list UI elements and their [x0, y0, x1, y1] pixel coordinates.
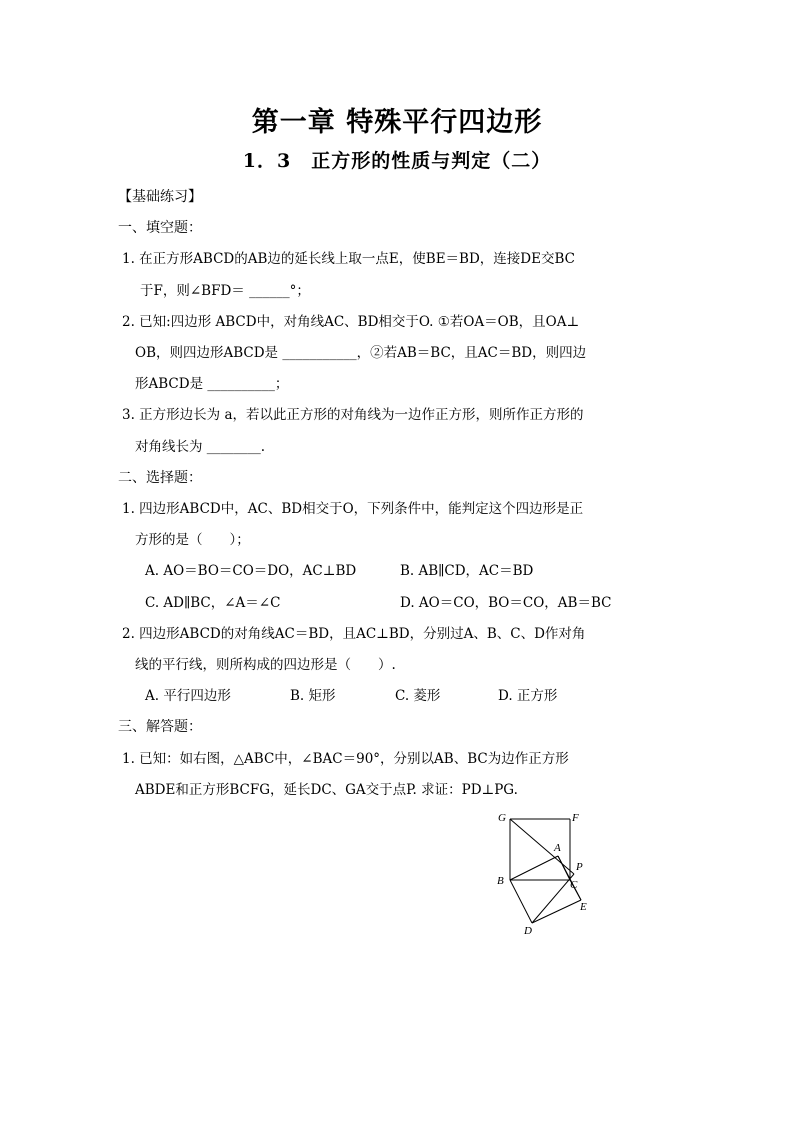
basic-practice-heading: 【基础练习】	[118, 189, 202, 205]
choice-q2-line1: 2. 四边形ABCD的对角线AC＝BD，且AC⊥BD，分别过A、B、C、D作对角	[122, 626, 586, 642]
label-f: F	[572, 812, 579, 824]
choice-q2-line2: 线的平行线，则所构成的四边形是（ ）.	[135, 657, 396, 673]
choice-q1-option-b: B. AB∥CD，AC＝BD	[400, 563, 534, 579]
choice-q1-line1: 1. 四边形ABCD中，AC、BD相交于O，下列条件中，能判定这个四边形是正	[122, 501, 584, 517]
geometry-diagram	[494, 808, 594, 938]
label-p: P	[576, 861, 583, 873]
label-d: D	[524, 925, 532, 937]
chapter-title: 第一章 特殊平行四边形	[251, 107, 543, 138]
fill-q2-line2: OB，则四边形ABCD是 ___________，②若AB＝BC，且AC＝BD，则四边	[135, 345, 587, 361]
fill-q1-line2: 于F，则∠BFD＝ ______°；	[140, 283, 310, 299]
part2-heading: 二、选择题：	[118, 470, 202, 486]
solve-q1-line2: ABDE和正方形BCFG，延长DC、GA交于点P. 求证：PD⊥PG.	[135, 782, 518, 798]
choice-q2-option-b: B. 矩形	[290, 688, 336, 704]
segment-bd	[510, 880, 532, 923]
fill-q1-line1: 1. 在正方形ABCD的AB边的延长线上取一点E，使BE＝BD，连接DE交BC	[122, 251, 575, 267]
choice-q1-option-c: C. AD∥BC，∠A＝∠C	[145, 595, 281, 611]
segment-ba	[510, 856, 558, 880]
label-e: E	[580, 901, 587, 913]
part1-heading: 一、填空题：	[118, 220, 202, 236]
segment-de	[532, 900, 581, 923]
choice-q1-option-d: D. AO＝CO，BO＝CO，AB＝BC	[400, 595, 612, 611]
choice-q2-option-a: A. 平行四边形	[145, 688, 231, 704]
geometry-figure	[494, 808, 594, 938]
label-c: C	[570, 879, 578, 891]
fill-q3-line2: 对角线长为 ________.	[135, 439, 266, 455]
choice-q1-line2: 方形的是（ ）；	[135, 532, 250, 548]
fill-q2-line1: 2. 已知:四边形 ABCD中，对角线AC、BD相交于O. ①若OA＝OB，且OA⊥	[122, 314, 580, 330]
segment-gp	[510, 819, 574, 874]
choice-q1-option-a: A. AO＝BO＝CO＝DO，AC⊥BD	[145, 563, 357, 579]
solve-q1-line1: 1. 已知：如右图，△ABC中，∠BAC＝90°，分别以AB、BC为边作正方形	[122, 751, 569, 767]
label-g: G	[498, 812, 506, 824]
fill-q3-line1: 3. 正方形边长为 a，若以此正方形的对角线为一边作正方形，则所作正方形的	[122, 407, 584, 423]
choice-q2-option-c: C. 菱形	[395, 688, 441, 704]
segment-dp	[532, 874, 574, 923]
part3-heading: 三、解答题：	[118, 719, 202, 735]
fill-q2-line3: 形ABCD是 __________；	[135, 376, 289, 392]
label-a: A	[554, 842, 561, 854]
section-title: 1．3 正方形的性质与判定（二）	[242, 150, 552, 172]
label-b: B	[497, 875, 504, 887]
choice-q2-option-d: D. 正方形	[498, 688, 558, 704]
